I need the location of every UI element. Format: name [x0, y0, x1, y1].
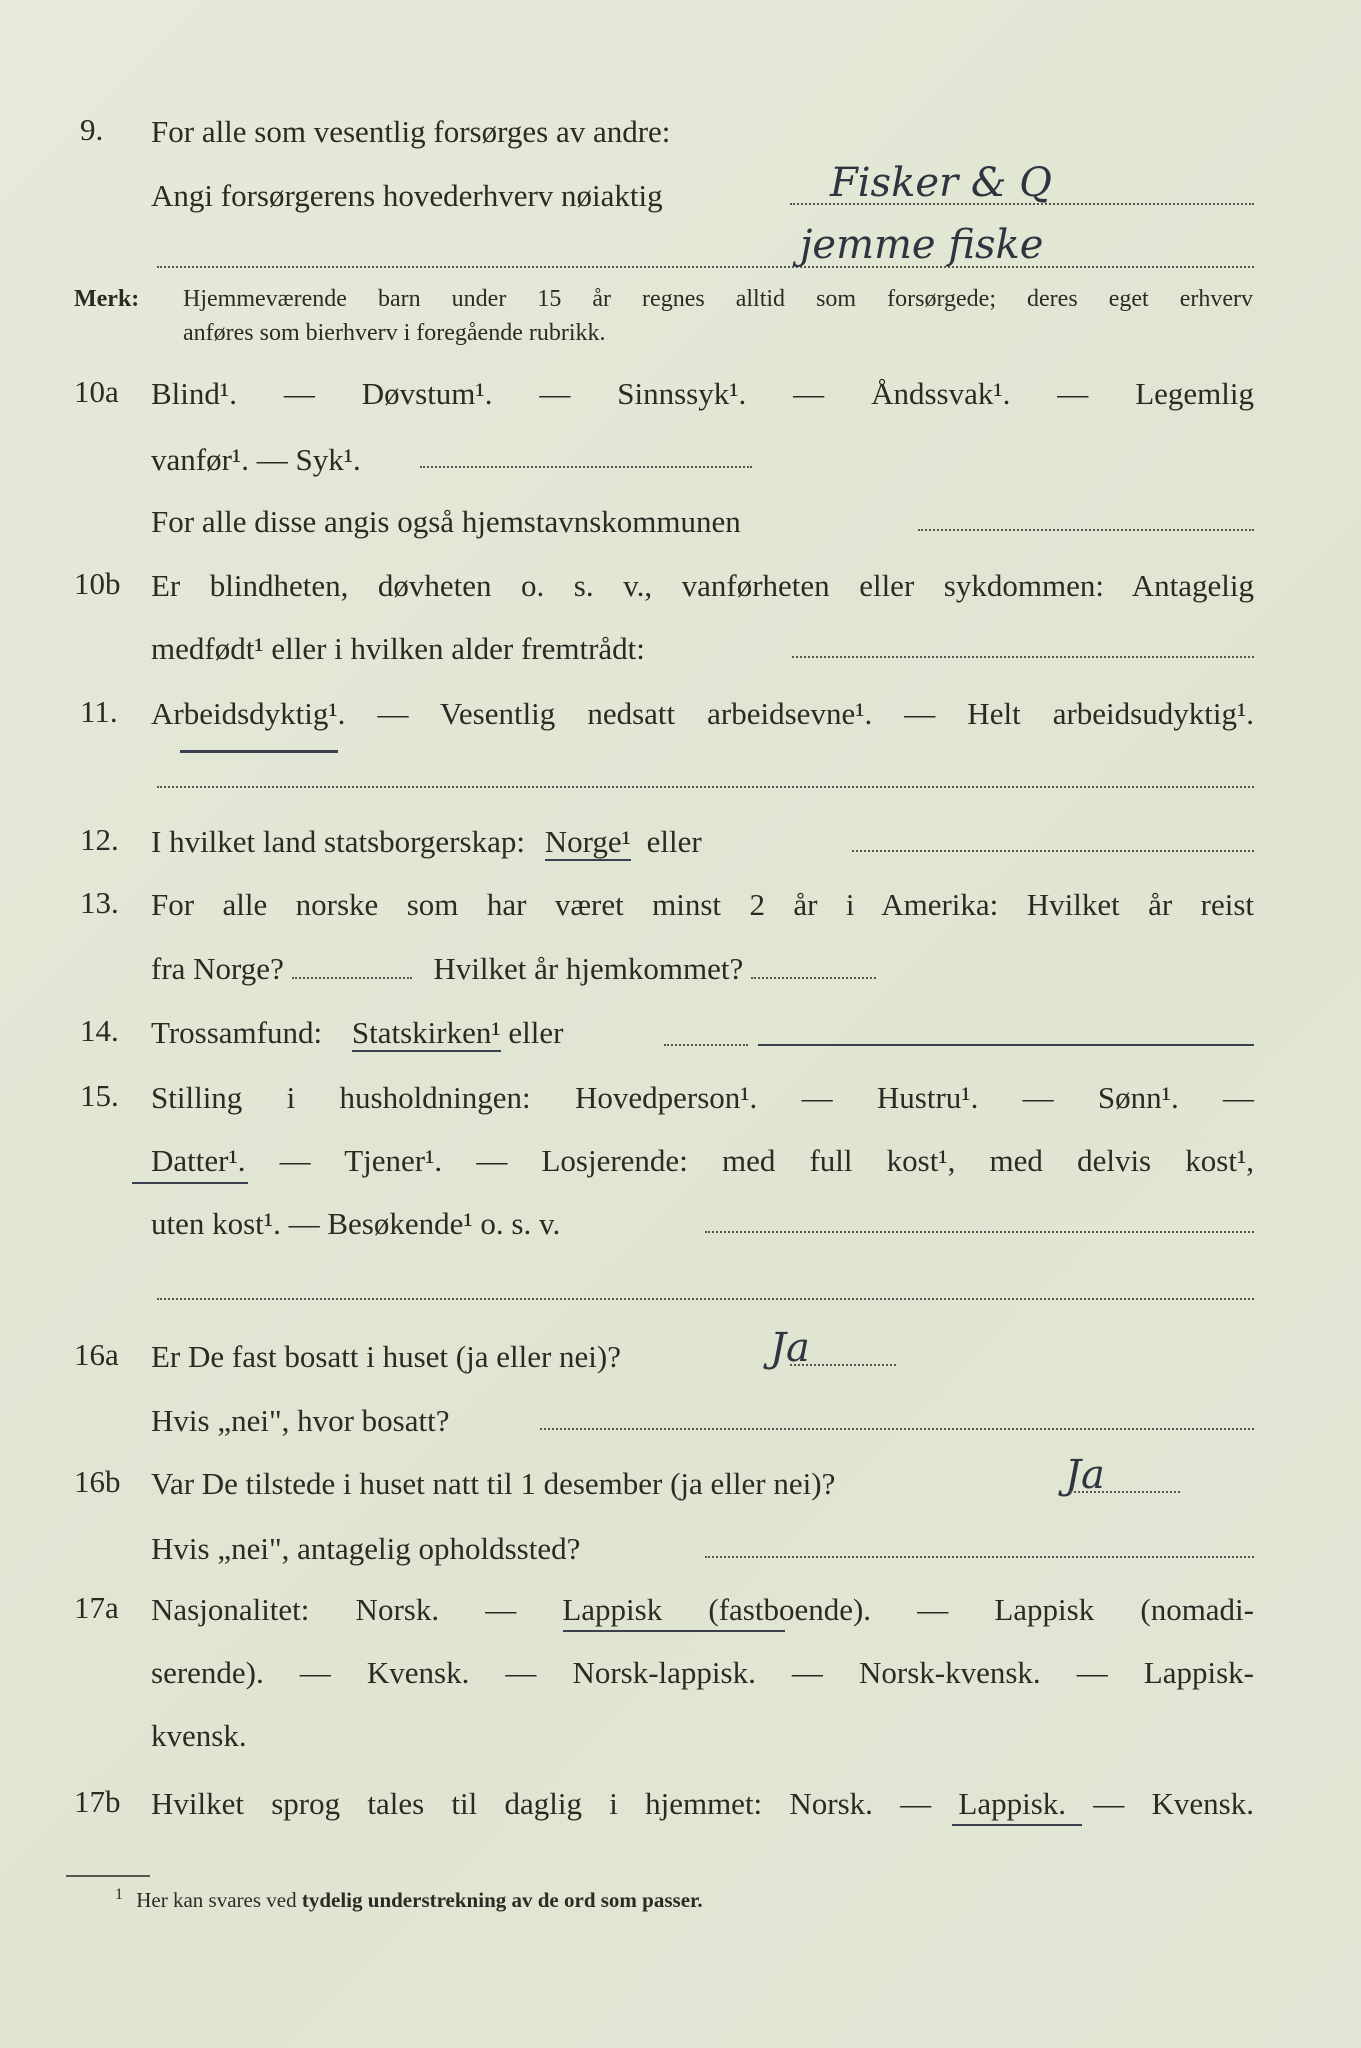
- q10b-line2: medfødt¹ eller i hvilken alder fremtrådt:: [151, 631, 645, 666]
- q13-line1: For alle norske som har været minst 2 år i Amerika: Hvilket år reist: [151, 887, 1254, 922]
- footnote-mark: 1: [115, 1886, 123, 1903]
- q9-answer-line2: [157, 266, 1254, 268]
- q17b-number: 17b: [74, 1784, 121, 1819]
- q13-hjemkommet-label: Hvilket år hjemkommet?: [433, 951, 744, 986]
- q12-label: I hvilket land statsborgerskap:: [151, 824, 525, 859]
- q11-underline-mark: [180, 750, 338, 753]
- q14-line: [151, 1013, 563, 1053]
- q15-line1: Stilling i husholdningen: Hovedperson¹. — Hustru¹. — Sønn¹. —: [151, 1080, 1254, 1115]
- q13-reist-label: fra Norge?: [151, 951, 284, 986]
- q9-line1: For alle som vesentlig forsørges av andre:: [151, 114, 671, 149]
- q16b-fill-line2: [705, 1556, 1254, 1558]
- footnote: [115, 1886, 703, 1913]
- q9-answer2: jemme fiske: [800, 222, 1044, 268]
- q11-fill-line: [157, 786, 1254, 788]
- q14-option-statskirken: Statskirken¹: [351, 1015, 501, 1050]
- q9-answer1: Fisker & Q: [830, 160, 1052, 206]
- q12-number: 12.: [80, 822, 119, 857]
- q14-number: 14.: [80, 1013, 119, 1048]
- q16b-line2: Hvis „nei", antagelig opholdssted?: [151, 1531, 581, 1566]
- q14-fill-line2: [758, 1044, 1254, 1046]
- q15-underline-datter: [132, 1182, 248, 1184]
- q16a-line1: Er De fast bosatt i huset (ja eller nei)?: [151, 1339, 621, 1374]
- q10b-number: 10b: [74, 566, 121, 601]
- q10a-line2: vanfør¹. — Syk¹.: [151, 442, 361, 477]
- q15-fill-line2: [157, 1298, 1254, 1300]
- q16b-answer: Ja: [1065, 1452, 1105, 1498]
- q17a-number: 17a: [74, 1590, 119, 1625]
- q16b-line1: Var De tilstede i huset natt til 1 desember (ja eller nei)?: [151, 1466, 836, 1501]
- q11-line1: Arbeidsdyktig¹. — Vesentlig nedsatt arbeidsevne¹. — Helt arbeidsudyktig¹.: [151, 696, 1254, 731]
- q15-fill-line: [705, 1231, 1254, 1233]
- merk-line2: anføres som bierhverv i foregående rubrikk.: [183, 320, 606, 346]
- q10a-number: 10a: [74, 374, 119, 409]
- q13-number: 13.: [80, 885, 119, 920]
- q11-number: 11.: [80, 694, 118, 729]
- footnote-bold: tydelig understrekning av de ord som passer.: [301, 1888, 703, 1912]
- q12-option-norge: Norge¹: [544, 824, 631, 859]
- q17a-line2: serende). — Kvensk. — Norsk-lappisk. — Norsk-kvensk. — Lappisk-: [151, 1655, 1254, 1690]
- q13-reist-field: [292, 977, 412, 979]
- q9-line2: Angi forsørgerens hovederhverv nøiaktig: [151, 178, 663, 213]
- q13-hjemkommet-field: [751, 977, 876, 979]
- footnote-plain: Her kan svares ved: [136, 1888, 297, 1912]
- q17a-line3: kvensk.: [151, 1718, 247, 1753]
- q16a-fill-line2: [540, 1428, 1254, 1430]
- q16a-answer: Ja: [770, 1325, 810, 1371]
- footnote-rule: [66, 1875, 150, 1877]
- q10a-line1: Blind¹. — Døvstum¹. — Sinnssyk¹. — Åndssvak¹. — Legemlig: [151, 376, 1254, 411]
- q10b-fill-line: [792, 656, 1254, 658]
- q10b-line1: Er blindheten, døvheten o. s. v., vanførheten eller sykdommen: Antagelig: [151, 568, 1254, 603]
- q15-line3: uten kost¹. — Besøkende¹ o. s. v.: [151, 1206, 561, 1241]
- q16a-line2: Hvis „nei", hvor bosatt?: [151, 1403, 450, 1438]
- q15-line2: Datter¹. — Tjener¹. — Losjerende: med full kost¹, med delvis kost¹,: [151, 1143, 1254, 1178]
- q16b-number: 16b: [74, 1464, 121, 1499]
- merk-line1: Hjemmeværende barn under 15 år regnes alltid som forsørgede; deres eget erhverv: [183, 286, 1253, 312]
- q14-fill-line: [664, 1044, 748, 1046]
- q14-eller: eller: [508, 1015, 564, 1050]
- q12-eller: eller: [646, 824, 702, 859]
- q10a-fill-line: [420, 466, 752, 468]
- q13-line2: [151, 949, 876, 989]
- q15-number: 15.: [80, 1078, 119, 1113]
- q10a-fill-line2: [918, 529, 1254, 531]
- q17b-underline-lappisk: [952, 1824, 1082, 1826]
- q17b-line1: Hvilket sprog tales til daglig i hjemmet: Norsk. — Lappisk. — Kvensk.: [151, 1786, 1254, 1821]
- q16a-number: 16a: [74, 1337, 119, 1372]
- q12-line: [151, 822, 702, 862]
- q16b-fill-line: [1070, 1491, 1180, 1493]
- q16a-fill-line: [790, 1364, 896, 1366]
- q17a-underline-lappisk: [563, 1630, 785, 1632]
- q10a-line3: For alle disse angis også hjemstavnskommunen: [151, 504, 741, 539]
- q17a-line1: Nasjonalitet: Norsk. — Lappisk (fastboende). — Lappisk (nomadi-: [151, 1592, 1254, 1627]
- q14-label: Trossamfund:: [151, 1015, 323, 1050]
- merk-label: Merk:: [74, 286, 140, 312]
- q9-number: 9.: [80, 112, 104, 147]
- q12-fill-line: [852, 850, 1254, 852]
